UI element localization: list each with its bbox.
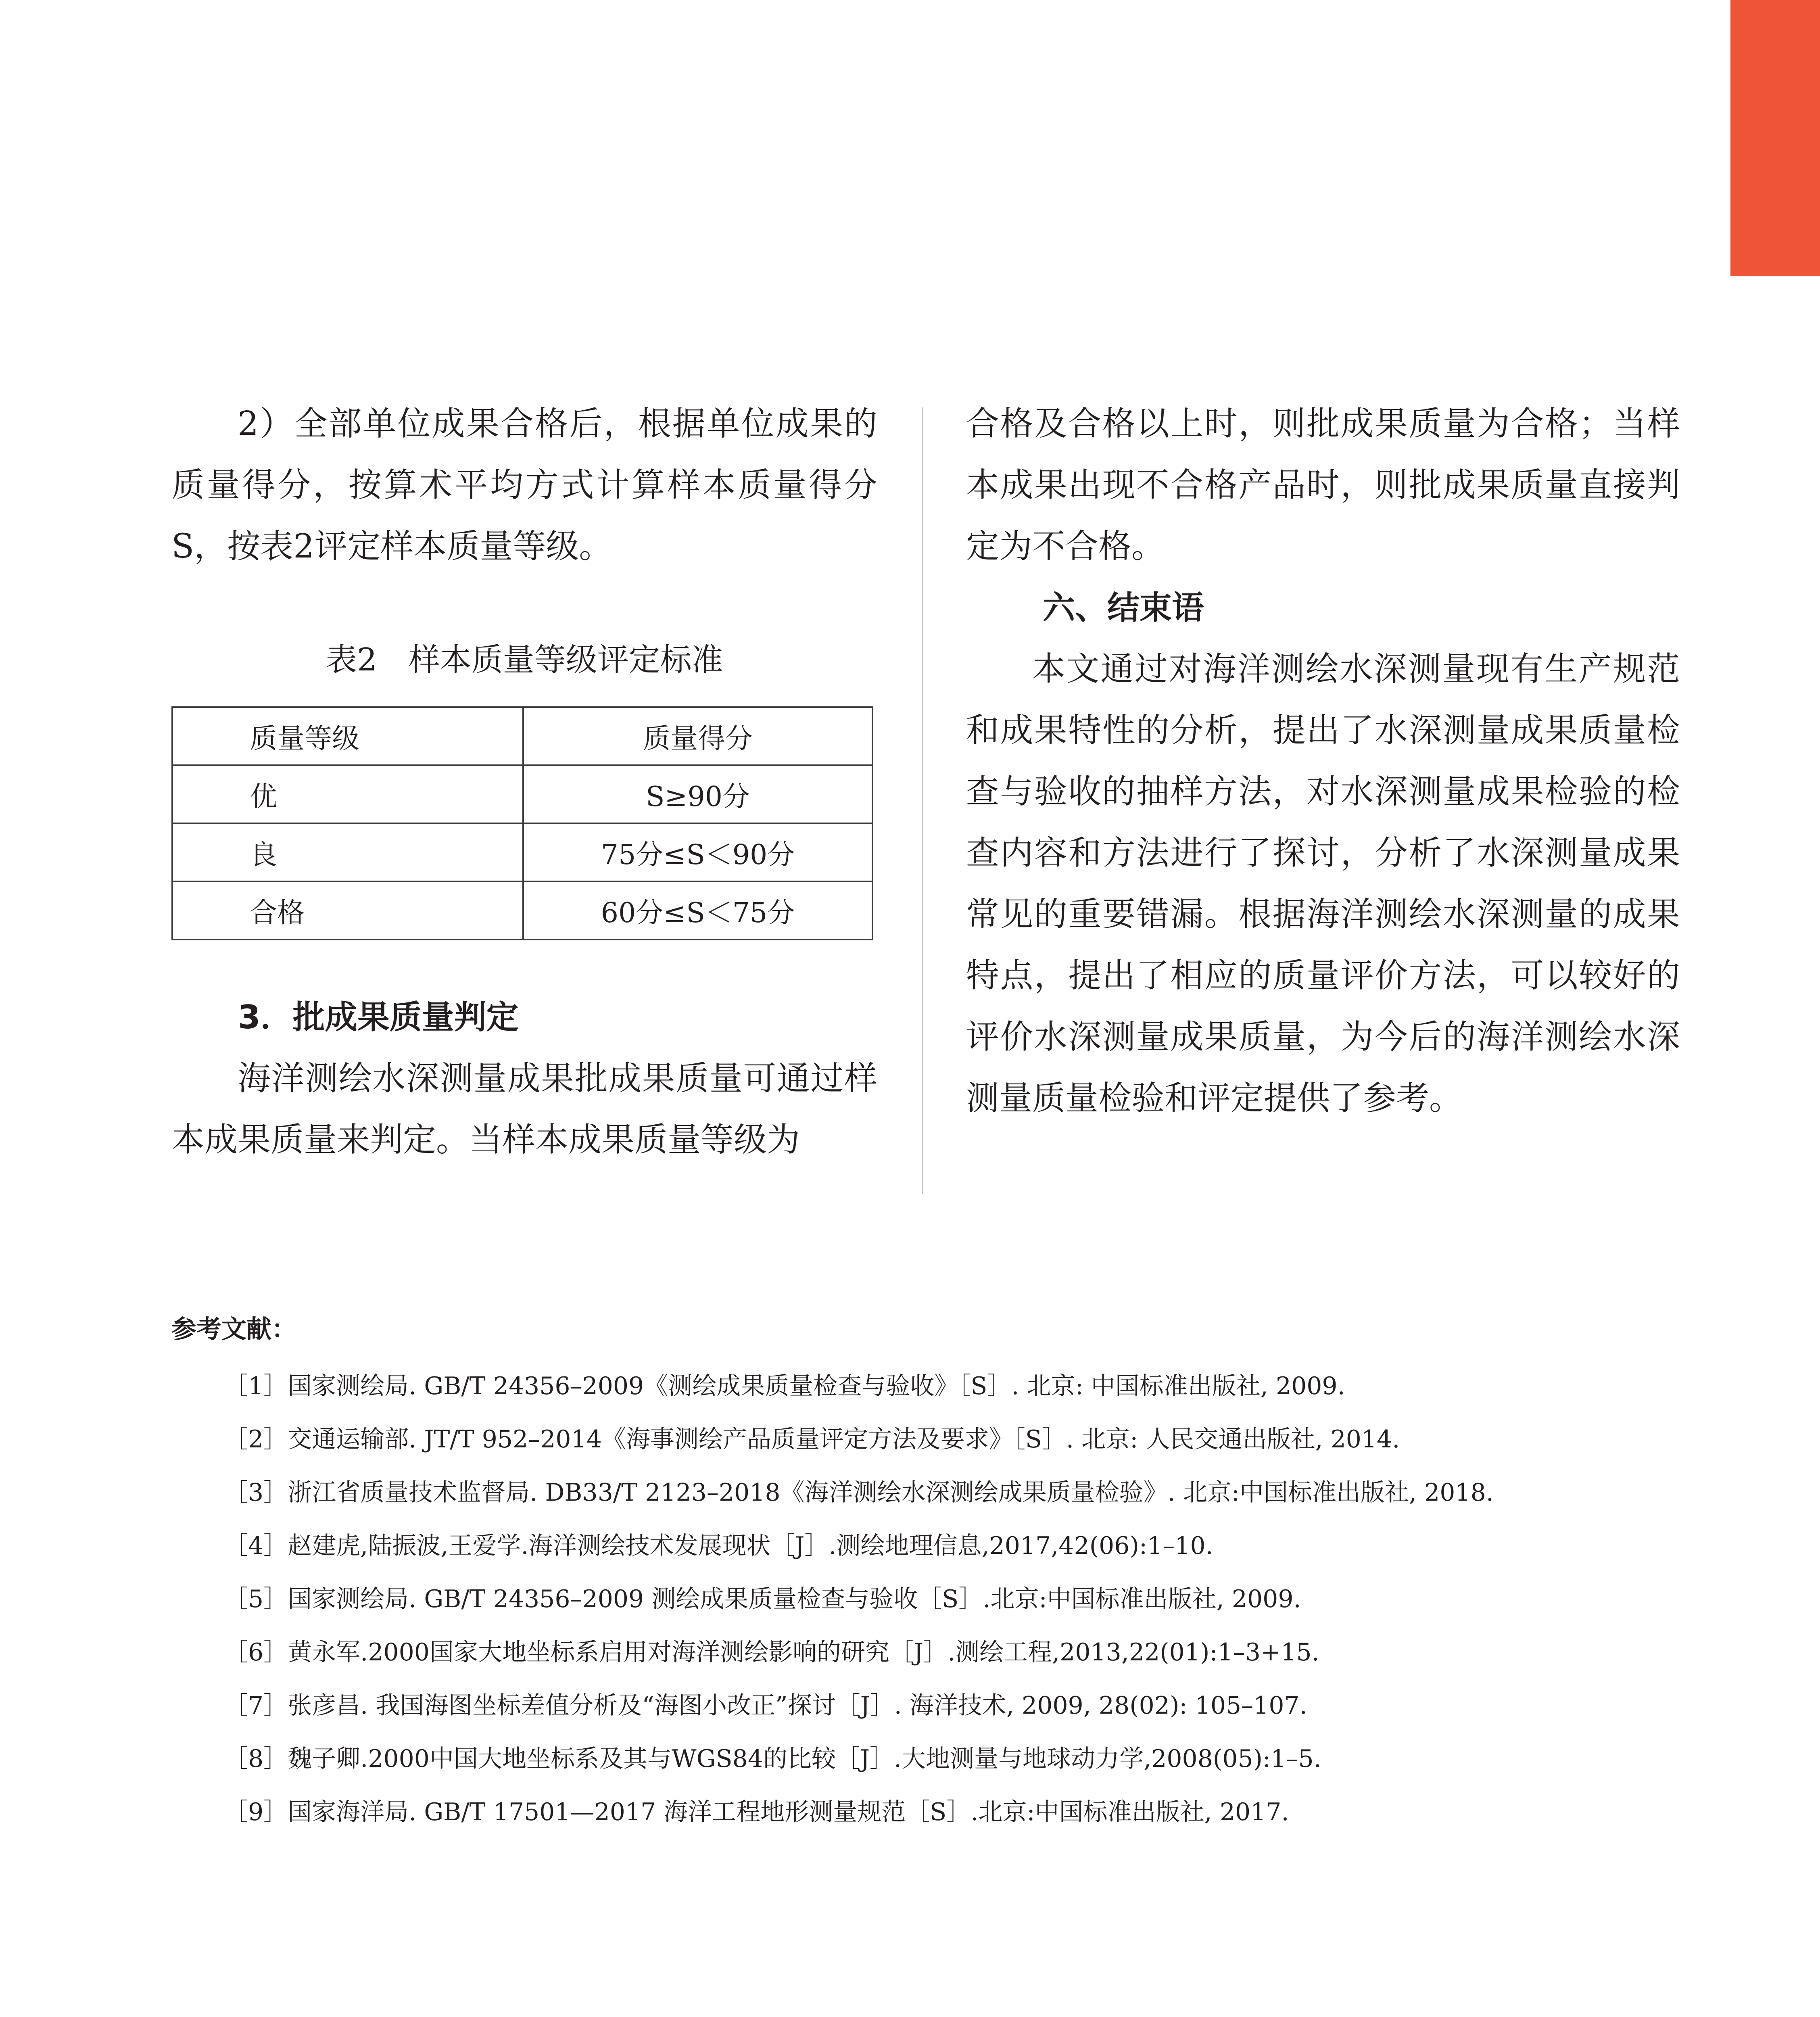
reference-number: ［7］ [224, 1691, 288, 1720]
table-cell: 优 [172, 765, 523, 823]
reference-number: ［8］ [224, 1745, 288, 1773]
reference-number: ［9］ [224, 1798, 288, 1826]
reference-number: ［6］ [224, 1638, 288, 1666]
table-title: 表2 样本质量等级评定标准 [326, 642, 723, 678]
reference-item [171, 1732, 1644, 1785]
reference-item [171, 1413, 1644, 1466]
left-column [171, 393, 877, 1171]
reference-item [171, 1572, 1644, 1626]
reference-text: 黄永军.2000国家大地坐标系启用对海洋测绘影响的研究［J］.测绘工程,2013,22(01):1–3+15. [288, 1638, 1319, 1666]
reference-item [171, 1785, 1644, 1839]
section-3-heading: 3．批成果质量判定 [238, 998, 519, 1036]
reference-number: ［3］ [224, 1478, 288, 1507]
table-cell: 60分≤S＜75分 [523, 881, 872, 940]
table-header-cell: 质量等级 [172, 707, 523, 765]
reference-item [171, 1466, 1644, 1519]
reference-item [171, 1679, 1644, 1732]
reference-text: 国家测绘局. GB/T 24356–2009《测绘成果质量检查与验收》［S］. 北京: 中国标准出版社, 2009. [288, 1372, 1345, 1400]
reference-item [171, 1626, 1644, 1679]
table-header-row [172, 707, 872, 765]
grade-table [171, 706, 873, 940]
reference-text: 国家测绘局. GB/T 24356–2009 测绘成果质量检查与验收［S］.北京:中国标准出版社, 2009. [288, 1585, 1301, 1613]
table-row [172, 881, 872, 940]
reference-text: 魏子卿.2000中国大地坐标系及其与WGS84的比较［J］.大地测量与地球动力学,2008(05):1–5. [288, 1745, 1321, 1773]
right-column [966, 393, 1680, 1129]
table-cell: 良 [172, 823, 523, 881]
reference-number: ［5］ [224, 1585, 288, 1613]
chapter-color-tab [1730, 0, 1820, 276]
left-paragraph-2: 海洋测绘水深测量成果批成果质量可通过样本成果质量来判定。当样本成果质量等级为 [171, 1059, 877, 1159]
reference-item [171, 1519, 1644, 1572]
reference-item [171, 1359, 1644, 1413]
reference-number: ［4］ [224, 1532, 288, 1560]
right-paragraph-2: 本文通过对海洋测绘水深测量现有生产规范和成果特性的分析，提出了水深测量成果质量检查与验收的抽样方法，对水深测量成果检验的检查内容和方法进行了探讨，分析了水深测量成果常见的重要错漏。根据海洋测绘水深测量的成果特点，提出了相应的质量评价方法，可以较好的评价水深测量成果质量，为今后的海洋测绘水深测量质量检验和评定提供了参考。 [966, 650, 1680, 1117]
reference-number: ［2］ [224, 1425, 288, 1453]
table-cell: 75分≤S＜90分 [523, 823, 872, 881]
reference-text: 张彦昌. 我国海图坐标差值分析及“海图小改正”探讨［J］. 海洋技术, 2009, 28(02): 105–107. [288, 1691, 1307, 1720]
reference-text: 国家海洋局. GB/T 17501—2017 海洋工程地形测量规范［S］.北京:中国标准出版社, 2017. [288, 1798, 1289, 1826]
section-6-heading: 六、结束语 [1043, 589, 1204, 626]
right-paragraph-1: 合格及合格以上时，则批成果质量为合格；当样本成果出现不合格产品时，则批成果质量直接判定为不合格。 [966, 405, 1680, 566]
reference-text: 交通运输部. JT/T 952–2014《海事测绘产品质量评定方法及要求》［S］. 北京: 人民交通出版社, 2014. [288, 1425, 1400, 1453]
reference-text: 赵建虎,陆振波,王爱学.海洋测绘技术发展现状［J］.测绘地理信息,2017,42(06):1–10. [288, 1532, 1213, 1560]
column-divider [922, 407, 923, 1194]
table-row [172, 823, 872, 881]
table-cell: 合格 [172, 881, 523, 940]
reference-number: ［1］ [224, 1372, 288, 1400]
left-paragraph-1: 2）全部单位成果合格后，根据单位成果的质量得分，按算术平均方式计算样本质量得分S，按表2评定样本质量等级。 [171, 405, 877, 566]
table-row [172, 765, 872, 823]
references-heading: 参考文献： [171, 1314, 297, 1344]
table-cell: S≥90分 [523, 765, 872, 823]
references-list [171, 1359, 1644, 1839]
table-header-cell: 质量得分 [523, 707, 872, 765]
reference-text: 浙江省质量技术监督局. DB33/T 2123–2018《海洋测绘水深测绘成果质量检验》. 北京:中国标准出版社, 2018. [288, 1478, 1494, 1507]
